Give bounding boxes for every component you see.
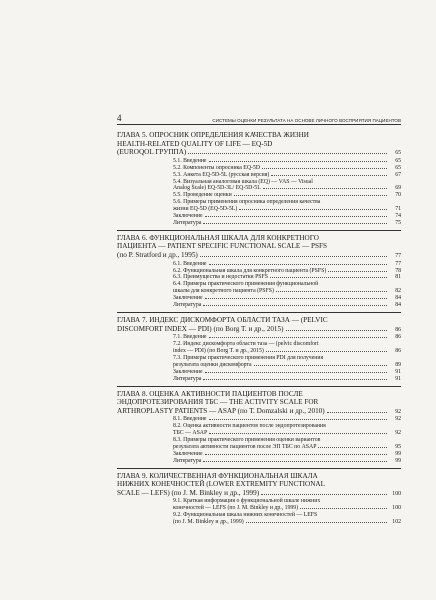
- leader-dots: [205, 454, 387, 455]
- entry-title-text: конечностей — LEFS (по J. M. Binkley и др., 1999): [173, 505, 299, 512]
- chapter-title-text: (по P. Stratford и др., 1995): [117, 251, 198, 260]
- toc-entry[interactable]: [117, 376, 401, 383]
- chapter-title-text: ГЛАВА 6. ФУНКЦИОНАЛЬНАЯ ШКАЛА ДЛЯ КОНКРЕТНОГО: [117, 233, 319, 242]
- chapter-title-line: [117, 316, 401, 325]
- entry-title-text: 5.6. Примеры применения опросника определения качества: [173, 199, 321, 206]
- entry-title-text: 9.1. Краткая информация о функциональной шкале нижних: [173, 498, 321, 505]
- entry-title: [173, 179, 388, 193]
- entry-title-text: 9.2. Функциональная шкала нижних конечностей — LEFS: [173, 512, 318, 519]
- entry-page-number: 86: [395, 347, 401, 354]
- entry-title: [173, 423, 388, 437]
- entry-title-text: index — PDI) (по Borg T. и др., 2015): [173, 347, 264, 354]
- toc-entry[interactable]: [117, 220, 401, 227]
- chapter-title[interactable]: [117, 131, 401, 158]
- entry-title-line: [173, 519, 388, 526]
- leader-dots: [203, 461, 387, 462]
- chapter-title-text: НИЖНИХ КОНЕЧНОСТЕЙ (LOWER EXTREMITY FUNCTIONAL: [117, 480, 325, 489]
- entry-page-number: 69: [395, 185, 401, 192]
- entry-title-line: [173, 430, 388, 437]
- entry-title: Заключение: [173, 295, 203, 302]
- chapter-title-line: [117, 148, 401, 158]
- toc-chapter: [117, 128, 401, 231]
- leader-dots: [239, 209, 387, 210]
- leader-dots: [261, 494, 387, 495]
- entry-title: [173, 281, 388, 295]
- entry-title: 6.1. Введение: [173, 260, 207, 267]
- entry-title-text: 8.3. Примеры практического применения оценки вариантов: [173, 437, 321, 443]
- entry-title-line: [173, 341, 388, 348]
- entry-page-number: 91: [395, 368, 401, 375]
- toc-entry[interactable]: [117, 437, 401, 451]
- entry-page-number: 89: [395, 361, 401, 368]
- entry-title: Заключение: [173, 450, 203, 457]
- toc-entry[interactable]: [117, 268, 401, 275]
- entry-title-text: ТБС — ASAP: [173, 430, 208, 437]
- leader-dots: [318, 447, 387, 448]
- chapter-page-number: 65: [395, 150, 401, 157]
- leader-dots: [209, 264, 387, 265]
- entry-title: Заключение: [173, 213, 203, 220]
- entry-title-line: [173, 444, 388, 451]
- entry-page-number: 99: [395, 450, 401, 457]
- entry-title-text: 5.4. Визуальная аналоговая шкала (EQ) — VAS — Visual: [173, 178, 313, 185]
- chapter-title-text: ГЛАВА 8. ОЦЕНКА АКТИВНОСТИ ПАЦИЕНТОВ ПОСЛЕ: [117, 389, 303, 398]
- table-of-contents: [117, 128, 401, 529]
- chapter-title-text: ГЛАВА 7. ИНДЕКС ДИСКОМФОРТА ОБЛАСТИ ТАЗА — (PELVIC: [117, 315, 328, 324]
- entry-page-number: 84: [395, 295, 401, 302]
- toc-entry[interactable]: [117, 512, 401, 526]
- toc-entry[interactable]: [117, 416, 401, 423]
- leader-dots: [203, 379, 387, 380]
- entry-title: 5.2. Компоненты опросника EQ-5D: [173, 164, 261, 171]
- entry-page-number: 65: [395, 164, 401, 171]
- leader-dots: [286, 330, 387, 331]
- entry-title: Заключение: [173, 368, 203, 375]
- toc-chapter: [117, 387, 401, 469]
- toc-entry[interactable]: [117, 172, 401, 179]
- entry-title: 5.5. Проведение оценки: [173, 192, 232, 199]
- leader-dots: [254, 365, 387, 366]
- entry-page-number: 84: [395, 302, 401, 309]
- entry-title-text: результата оценки дискомфорта: [173, 361, 252, 368]
- entry-page-number: 67: [395, 171, 401, 178]
- toc-entry[interactable]: [117, 213, 401, 220]
- leader-dots: [327, 412, 387, 413]
- chapter-title-text: SCALE — LEFS) (по J. M. Binkley и др., 1999): [117, 488, 260, 497]
- entry-page-number: 74: [395, 213, 401, 220]
- toc-entry[interactable]: [117, 199, 401, 213]
- leader-dots: [209, 337, 387, 338]
- entry-title-line: [173, 288, 388, 295]
- entry-title-line: [173, 185, 388, 192]
- entry-title-text: жизни EQ-5D (EQ-5D-5L): [173, 206, 238, 213]
- entry-title: [173, 512, 388, 526]
- chapter-page-number: 77: [395, 253, 401, 260]
- leader-dots: [205, 216, 387, 217]
- toc-chapter: [117, 231, 401, 313]
- leader-dots: [188, 153, 387, 154]
- chapter-page-number: 92: [395, 408, 401, 415]
- leader-dots: [271, 175, 387, 176]
- running-head: СИСТЕМЫ ОЦЕНКИ РЕЗУЛЬТАТА НА ОСНОВЕ ЛИЧНОГО ВОСПРИЯТИЯ ПАЦИЕНТОВ: [212, 118, 401, 123]
- leader-dots: [209, 433, 387, 434]
- entry-title-line: [173, 206, 388, 213]
- entry-title: [173, 437, 388, 451]
- leader-dots: [262, 168, 387, 169]
- toc-entry[interactable]: [117, 341, 401, 355]
- entry-title: [173, 199, 388, 213]
- entry-title: Литература: [173, 302, 202, 309]
- leader-dots: [270, 277, 387, 278]
- entry-title-text: Analog Scale) EQ-5D-3L/ EQ-5D-5L: [173, 185, 261, 192]
- entry-title-line: [173, 437, 388, 444]
- entry-title-text: 8.2. Оценка активности пациентов после эндопротезирования: [173, 423, 326, 430]
- entry-title: [173, 341, 388, 355]
- toc-entry[interactable]: [117, 302, 401, 309]
- toc-entry[interactable]: [117, 281, 401, 295]
- entry-page-number: 75: [395, 219, 401, 226]
- entry-page-number: 77: [395, 260, 401, 267]
- chapter-title-text: DISCOMFORT INDEX — PDI) (по Borg T. и др., 2015): [117, 324, 284, 333]
- toc-entry[interactable]: [117, 158, 401, 165]
- entry-page-number: 100: [392, 505, 401, 512]
- leader-dots: [276, 291, 387, 292]
- entry-title-line: [173, 355, 388, 362]
- toc-chapter: [117, 469, 401, 529]
- chapter-title-line: [117, 242, 401, 251]
- chapter-title-line: [117, 325, 401, 335]
- chapter-title-line: [117, 234, 401, 243]
- chapter-title[interactable]: [117, 472, 401, 499]
- entry-title-text: шкалы для конкретного пациента (PSFS): [173, 288, 274, 295]
- entry-title-text: 7.3. Примеры практического применения PDI для получения: [173, 354, 324, 361]
- entry-title: 6.2. Функциональная шкала для конкретного пациента (PSFS): [173, 267, 327, 274]
- leader-dots: [203, 305, 387, 306]
- toc-entry[interactable]: [117, 165, 401, 172]
- entry-page-number: 92: [395, 416, 401, 423]
- leader-dots: [205, 372, 387, 373]
- chapter-title-line: [117, 140, 401, 149]
- leader-dots: [234, 195, 387, 196]
- chapter-title[interactable]: [117, 390, 401, 417]
- chapter-page-number: 100: [392, 490, 401, 497]
- toc-entry[interactable]: [117, 355, 401, 369]
- toc-entry[interactable]: [117, 192, 401, 199]
- entry-page-number: 71: [395, 206, 401, 213]
- chapter-title[interactable]: [117, 316, 401, 334]
- entry-title: Литература: [173, 375, 202, 382]
- leader-dots: [266, 351, 387, 352]
- entry-title-line: [173, 348, 388, 355]
- entry-title: 7.1. Введение: [173, 334, 207, 341]
- entry-page-number: 82: [395, 288, 401, 295]
- entry-page-number: 91: [395, 375, 401, 382]
- leader-dots: [328, 271, 387, 272]
- toc-chapter: [117, 313, 401, 387]
- chapter-title-line: [117, 407, 401, 417]
- chapter-title-text: ЭНДОПРОТЕЗИРОВАНИЯ ТБС — THE ACTIVITY SCALE FOR: [117, 398, 319, 407]
- entry-page-number: 81: [395, 274, 401, 281]
- entry-page-number: 92: [395, 430, 401, 437]
- entry-title: Литература: [173, 219, 202, 226]
- entry-title-text: 7.2. Индекс дискомфорта области таза — (pelvic discomfort: [173, 341, 319, 348]
- toc-entry[interactable]: [117, 451, 401, 458]
- entry-title: 5.3. Анкета EQ-5D-5L (русская версия): [173, 171, 270, 178]
- entry-title: [173, 498, 388, 512]
- toc-entry[interactable]: [117, 498, 401, 512]
- chapter-title-line: [117, 131, 401, 140]
- entry-title-text: результата активности пациентов после ЭП ТБС по ASAP: [173, 443, 317, 450]
- chapter-title-line: [117, 251, 401, 261]
- toc-entry[interactable]: [117, 423, 401, 437]
- leader-dots: [205, 298, 387, 299]
- toc-entry[interactable]: [117, 295, 401, 302]
- toc-entry[interactable]: [117, 261, 401, 268]
- toc-entry[interactable]: [117, 458, 401, 465]
- entry-title-text: 6.4. Примеры практического применения функциональной: [173, 281, 319, 288]
- entry-page-number: 102: [392, 519, 401, 526]
- chapter-title-line: [117, 398, 401, 407]
- chapter-title-line: [117, 489, 401, 499]
- chapter-title-line: [117, 480, 401, 489]
- chapter-title-text: ГЛАВА 9. КОЛИЧЕСТВЕННАЯ ФУНКЦИОНАЛЬНАЯ ШКАЛА: [117, 471, 318, 480]
- leader-dots: [263, 188, 387, 189]
- leader-dots: [203, 223, 387, 224]
- entry-title: Литература: [173, 457, 202, 464]
- chapter-page-number: 86: [395, 326, 401, 333]
- entry-page-number: 65: [395, 157, 401, 164]
- entry-title: 5.1. Введение: [173, 157, 207, 164]
- chapter-title-line: [117, 472, 401, 481]
- entry-page-number: 78: [395, 267, 401, 274]
- toc-entry[interactable]: [117, 179, 401, 193]
- chapter-title-text: ПАЦИЕНТА — PATIENT SPECIFIC FUNCTIONAL SCALE — PSFS: [117, 242, 328, 251]
- entry-title-line: [173, 362, 388, 369]
- entry-title-line: [173, 423, 388, 430]
- page-header: [117, 113, 401, 125]
- leader-dots: [300, 508, 387, 509]
- leader-dots: [246, 522, 387, 523]
- chapter-title[interactable]: [117, 234, 401, 261]
- chapter-title-text: HEALTH-RELATED QUALITY OF LIFE — EQ-5D: [117, 139, 273, 148]
- entry-page-number: 99: [395, 457, 401, 464]
- chapter-title-line: [117, 390, 401, 399]
- entry-title: 8.1. Введение: [173, 416, 207, 423]
- chapter-title-text: (EUROQOL ГРУППА): [117, 148, 187, 157]
- entry-page-number: 95: [395, 443, 401, 450]
- page-number: 4: [117, 113, 122, 123]
- entry-title-text: (по J. M. Binkley и др., 1999): [173, 519, 244, 526]
- leader-dots: [209, 419, 387, 420]
- leader-dots: [209, 161, 387, 162]
- entry-page-number: 86: [395, 334, 401, 341]
- chapter-title-text: ГЛАВА 5. ОПРОСНИК ОПРЕДЕЛЕНИЯ КАЧЕСТВА ЖИЗНИ: [117, 131, 309, 139]
- chapter-title-text: ARTHROPLASTY PATIENTS — ASAP (по T. Domzalski и др., 2010): [117, 406, 325, 415]
- entry-page-number: 70: [395, 192, 401, 199]
- leader-dots: [200, 256, 387, 257]
- entry-title: 6.3. Преимущества и недостатки PSFS: [173, 274, 268, 281]
- toc-entry[interactable]: [117, 369, 401, 376]
- entry-title: [173, 355, 388, 369]
